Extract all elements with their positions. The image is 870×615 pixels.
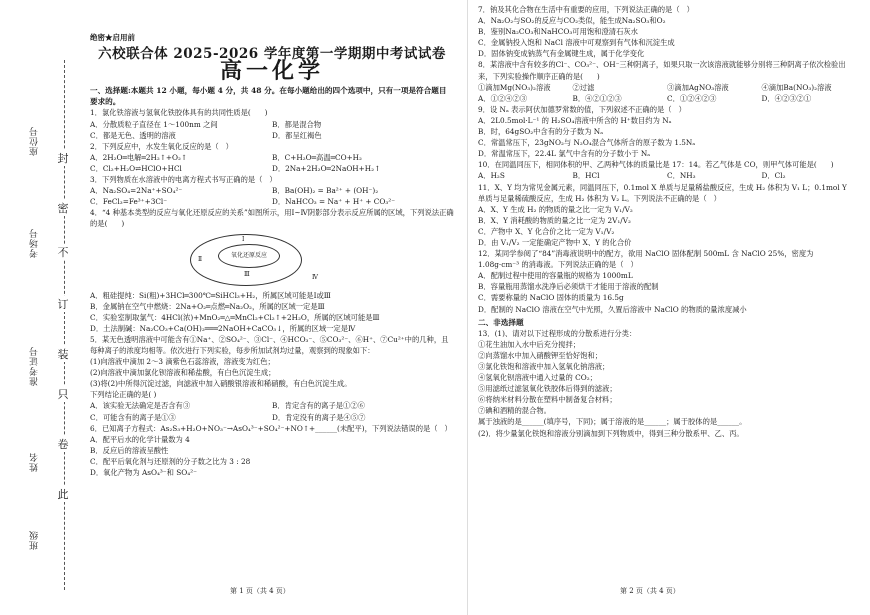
seal-char: 密 xyxy=(57,202,69,215)
subject-title: 高一化学 xyxy=(219,59,324,85)
option[interactable]: B．时，64gSO₂中含有的分子数为 Nₐ xyxy=(478,127,604,137)
option[interactable]: A．该实验无法确定是否含有③ xyxy=(90,401,191,411)
option[interactable]: D．氧化产物为 AsO₄³⁻和 SO₄²⁻ xyxy=(90,468,197,477)
question-stem: 7．钠及其化合物在生活中有重要的应用，下列说法正确的是（ ） xyxy=(478,5,694,14)
option[interactable]: C．需要称量的 NaClO 固体的质量为 16.5g xyxy=(478,293,624,303)
page-footer: 第 2 页（共 4 页） xyxy=(620,587,680,595)
option[interactable]: C．配平后氧化剂与还原剂的分子数之比为 3 : 28 xyxy=(90,456,251,466)
question-stem: 6．已知离子方程式：As₂S₃+H₂O+NO₃⁻→AsO₄³⁻+SO₄²⁻+NO↑+______(未配平)，下列说法错误的是（ ） xyxy=(90,423,452,433)
option[interactable]: B．肯定含有的离子是①②⑥ xyxy=(272,401,365,411)
option[interactable]: D．NaHCO₃ = Na⁺ + H⁺ + CO₃²⁻ xyxy=(272,197,396,207)
secret-label: 绝密★启用前 xyxy=(90,33,135,42)
seal-line xyxy=(64,60,65,590)
option[interactable]: D．④②③②① xyxy=(761,93,812,103)
option[interactable]: D．配制的 NaClO 溶液在空气中光照，久置后溶液中 NaClO 的物质的量浓度减小 xyxy=(478,304,747,314)
option[interactable]: C．都是无色、透明的溶液 xyxy=(90,130,176,140)
region-mark: Ⅳ xyxy=(312,273,318,281)
option[interactable]: B．金属钠在空气中燃烧：2Na+O₂═点燃═Na₂O₂，所属的区域一定是Ⅲ xyxy=(90,301,325,311)
exam-room-field[interactable]: 考场号 xyxy=(30,228,40,258)
operation-step: ②过滤 xyxy=(572,82,595,92)
question-stem: 8．某溶液中含有较多的Cl⁻、CO₃²⁻、OH⁻三种阴离子，如果只取一次该溶液就能够分别将三种阴离子依次检验出来，下列实验操作顺序正确的是( ) xyxy=(478,60,846,81)
class-field[interactable]: 班级 xyxy=(30,530,40,550)
option[interactable]: D．2Na+2H₂O═2NaOH+H₂↑ xyxy=(272,163,381,173)
seal-char: 不 xyxy=(57,246,69,259)
seal-char: 订 xyxy=(57,298,69,311)
option[interactable]: D．由 V₁/V₂ 一定能确定产物中 X、Y 的化合价 xyxy=(478,237,632,247)
list-item: ⑤用滤纸过滤氢氧化铁胶体后得到的滤液； xyxy=(478,384,617,394)
option[interactable]: C．Cl₂+H₂O⇌HClO+HCl xyxy=(90,163,182,173)
option[interactable]: C．可能含有的离子是①③ xyxy=(90,412,176,422)
question-stem: 3．下列物质在水溶液中的电离方程式书写正确的是（ ） xyxy=(90,175,277,185)
option[interactable]: B．HCl xyxy=(572,171,600,181)
question-stem: 9．设 Nₐ 表示阿伏加德罗常数的值，下列叙述不正确的是（ ） xyxy=(478,104,686,114)
region-mark: Ⅱ xyxy=(198,255,203,263)
option[interactable]: D．固体钠变成钠蒸气有金属键生成，属于化学变化 xyxy=(478,49,645,59)
seal-char: 封 xyxy=(57,152,69,165)
option[interactable]: C．金属钠投入饱和 NaCl 溶液中可观察到有气体和沉淀生成 xyxy=(478,38,675,48)
option[interactable]: A．配平后水的化学计量数为 4 xyxy=(90,434,190,444)
question-stem: 12．某同学参阅了“84”消毒液说明中的配方，欲用 NaClO 固体配制 500mL 含 NaClO 25%，密度为 1.08g·cm⁻³ 的消毒液。下列说法正确的是（ ） xyxy=(478,249,816,270)
option[interactable]: A．分散质粒子直径在 1～100nm 之间 xyxy=(90,119,218,129)
section-heading: 一、选择题:本题共 12 小题，每小题 4 分，共 48 分。在每小题给出的四个选项中，只有一项是符合题目要求的。 xyxy=(90,86,447,107)
question-stem: 5．某无色透明溶液中可能含有①Na⁺、②SO₄²⁻、③Cl⁻、④HCO₃⁻、⑤CO₃²⁻、⑥H⁺、⑦Cu²⁺中的几种，且每种离子的浓度均相等。依次进行下列实验，每步所加试剂均过量，观察到的现象如下： xyxy=(90,334,449,355)
option[interactable]: B．都是混合物 xyxy=(272,119,322,129)
list-item: ⑥将纳米材料分散在塑料中制备复合材料； xyxy=(478,395,617,405)
option[interactable]: C．实验室制取氯气：4HCl(浓)+MnO₂═△═MnCl₂+Cl₂↑+2H₂O，所属的区域可能是Ⅲ xyxy=(90,312,380,322)
option[interactable]: A．Na₂SO₄=2Na⁺+SO₄²⁻ xyxy=(90,186,183,196)
name-field[interactable]: 姓名 xyxy=(30,452,40,472)
option[interactable]: D．常温常压下，22.4L 氯气中含有的分子数小于 Nₐ xyxy=(478,149,651,159)
section-heading: 二、非选择题 xyxy=(478,317,524,327)
region-mark: Ⅰ xyxy=(242,235,245,243)
question-stem: 4．“4 种基本类型的反应与氧化还原反应的关系”如图所示，用Ⅰ~Ⅳ阴影部分表示反应所属的区域，下列说法正确的是( ) xyxy=(90,208,454,229)
option[interactable]: B．容量瓶用蒸馏水洗净后必须烘干才能用于溶液的配制 xyxy=(478,282,659,292)
option[interactable]: D．Cl₂ xyxy=(761,171,786,181)
seal-char: 此 xyxy=(57,488,69,501)
option[interactable]: B．鉴别Na₂CO₃和NaHCO₃可用饱和澄清石灰水 xyxy=(478,27,638,37)
option[interactable]: B．C+H₂O═高温═CO+H₂ xyxy=(272,152,362,162)
option[interactable]: A．粗硅提纯：Si(粗)+3HCl═300℃═SiHCl₃+H₂，所属区域可能是Ⅰ或Ⅲ xyxy=(90,290,331,300)
option[interactable]: C．常温常压下，23gNO₂与 N₂O₄混合气体所含的原子数为 1.5Nₐ xyxy=(478,138,696,148)
operation-step: ①滴加Mg(NO₃)₂溶液 xyxy=(478,82,551,92)
option[interactable]: A．①②④②③ xyxy=(478,93,528,103)
question-step: (3)将(2)中所得沉淀过滤，向滤液中加入硝酸银溶液和稀硝酸，有白色沉淀生成。 xyxy=(90,379,352,389)
region-mark: Ⅲ xyxy=(244,270,250,278)
option[interactable]: C．产物中 X、Y 化合价之比一定为 V₁/V₂ xyxy=(478,226,615,236)
venn-label: 氧化还原反应 xyxy=(218,244,280,268)
option[interactable]: C．FeCl₃=Fe³⁺+3Cl⁻ xyxy=(90,197,168,207)
option[interactable]: B．反应后的溶液呈酸性 xyxy=(90,445,169,455)
option[interactable]: C．①②④②③ xyxy=(667,93,717,103)
list-item: ②向蒸馏水中加入硝酸钾至恰好饱和； xyxy=(478,350,603,360)
question-stem: (2)．将少量氯化铁饱和溶液分别滴加到下列物质中，得到三种分散系甲、乙、丙。 xyxy=(478,428,744,438)
left-page xyxy=(90,4,454,478)
list-item: ①花生油加入水中后充分搅拌； xyxy=(478,339,581,349)
option[interactable]: A．H₂S xyxy=(478,171,505,181)
question-stem: 2．下列反应中，水发生氧化反应的是（ ） xyxy=(90,141,233,151)
exam-title: 六校联合体 2025-2026 学年度第一学期期中考试试卷 xyxy=(98,46,446,63)
list-item: ④氢氧化钡溶液中通入过量的 CO₂； xyxy=(478,373,597,383)
operation-step: ④滴加Ba(NO₃)₂溶液 xyxy=(761,82,832,92)
option[interactable]: D．肯定没有的离子是④⑤⑦ xyxy=(272,412,366,422)
question-step: (2)向溶液中滴加氯化钡溶液和稀盐酸，有白色沉淀生成； xyxy=(90,368,276,378)
seat-number-field[interactable]: 座位号 xyxy=(30,126,40,156)
binding-margin xyxy=(0,0,86,615)
admission-number-field[interactable]: 准考证号 xyxy=(30,346,40,386)
option[interactable]: B．④②①②③ xyxy=(572,93,622,103)
page-divider xyxy=(467,0,468,615)
list-item: ③氯化铁饱和溶液中加入氢氧化钠溶液； xyxy=(478,362,610,371)
option[interactable]: A．2H₂O═电解═2H₂↑+O₂↑ xyxy=(90,152,188,162)
venn-diagram xyxy=(130,232,454,288)
seal-char: 卷 xyxy=(57,438,69,451)
option[interactable]: D．土法制碱：Na₂CO₃+Ca(OH)₂═══2NaOH+CaCO₃↓，所属的区域一定是Ⅳ xyxy=(90,323,356,333)
option[interactable]: A．2L0.5mol·L⁻¹ 的 H₂SO₄溶液中所含的 H⁺数目约为 Nₐ xyxy=(478,115,672,125)
option[interactable]: B．X、Y 消耗酸的物质的量之比一定为 2V₁/V₂ xyxy=(478,215,631,225)
fill-blank[interactable]: 属于浊液的是______(填序号，下同)；属于溶液的是______；属于胶体的是______。 xyxy=(478,417,747,427)
operation-step: ③滴加AgNO₃溶液 xyxy=(667,82,729,92)
option[interactable]: B．Ba(OH)₂ = Ba²⁺ + (OH⁻)₂ xyxy=(272,186,379,196)
list-item: ⑦碘和酒精的混合物。 xyxy=(478,406,551,416)
question-step: (1)向溶液中滴加 2～3 滴紫色石蕊溶液，溶液变为红色； xyxy=(90,357,275,367)
option[interactable]: D．都呈红褐色 xyxy=(272,130,322,140)
page-footer: 第 1 页（共 4 页） xyxy=(230,587,290,595)
seal-char: 只 xyxy=(57,388,69,401)
option[interactable]: A．配制过程中使用的容量瓶的规格为 1000mL xyxy=(478,271,633,281)
right-page xyxy=(478,4,856,439)
question-stem: 13．(1)、请对以下过程形成的分散系进行分类： xyxy=(478,328,637,338)
seal-char: 装 xyxy=(57,348,69,361)
question-stem: 1．氯化铁溶液与氢氧化铁胶体具有的共同性质是( ) xyxy=(90,108,268,118)
option[interactable]: A．Na₂O₂与SO₂的反应与CO₂类似，能生成Na₂SO₃和O₂ xyxy=(478,16,666,26)
question-stem: 10．在同温同压下，相同体积的甲、乙两种气体的质量比是 17：14。若乙气体是 CO，则甲气体可能是( ) xyxy=(478,160,834,170)
question-step: 下列结论正确的是( ) xyxy=(90,390,157,400)
option[interactable]: C．NH₃ xyxy=(667,171,696,181)
option[interactable]: A．X、Y 生成 H₂ 的物质的量之比一定为 V₁/V₂ xyxy=(478,204,633,214)
question-stem: 11．X、Y 均为常见金属元素，同温同压下，0.1mol X 单质与足量稀盐酸反应，生成 H₂ 体积为 V₁ L；0.1mol Y 单质与足量稀硫酸反应，生成 H₂ 体积为 V₂ L。下列说法不正确的是（ ） xyxy=(478,182,850,203)
